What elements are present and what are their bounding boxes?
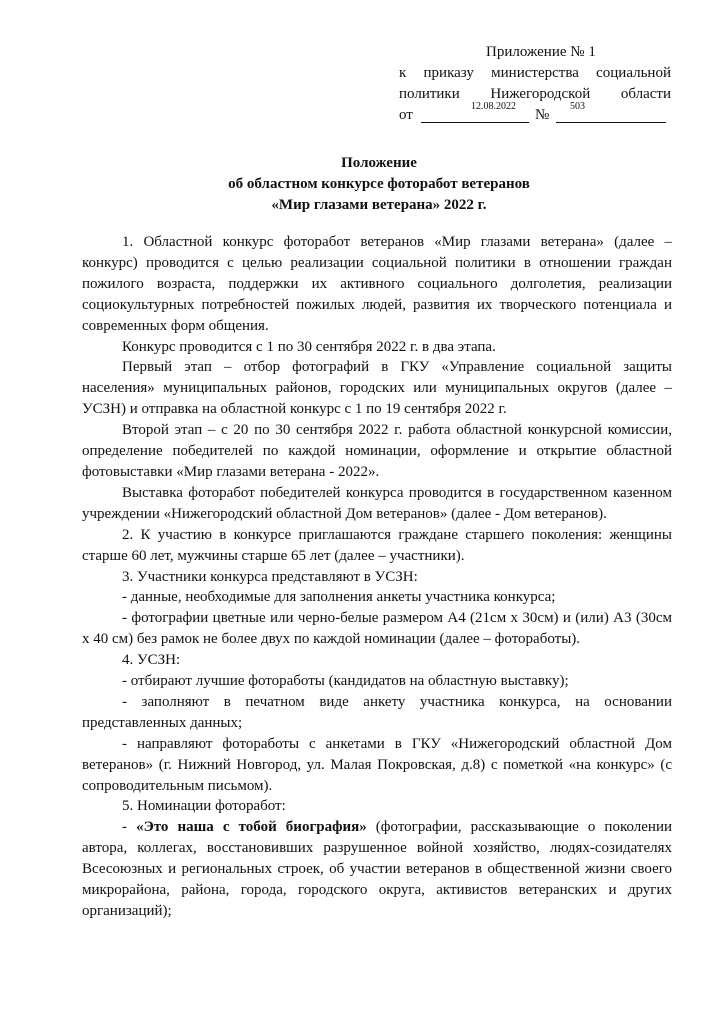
paragraph-13: - направляют фотоработы с анкетами в ГКУ «Нижегородский областной Дом ветеранов» (г. Нижний Новгород, ул. Малая Покровская, д.8) с пометкой «на конкурс» (с сопроводительным письмом). — [82, 735, 672, 794]
document-heading — [82, 153, 676, 216]
heading-line-1: Положение — [341, 155, 417, 171]
appendix-title: Приложение № 1 — [486, 44, 596, 60]
nomination-description: (фотографии, рассказывающие о поколении автора, коллегах, восстановивших разрушенное войной хозяйство, людях-созидателях Всесоюзных и региональных строек, об участии ветеранов в общественной жизни своего микрорайона, района, города, городского округа, активистов ветеранских и других организаций); — [82, 819, 673, 919]
paragraph-3: Первый этап – отбор фотографий в ГКУ «Управление социальной защиты населения» муниципальных районов, городских или муниципальных округов (далее – УСЗН) и отправка на областной конкурс с 1 по 19 сентября 2022 г. — [82, 359, 672, 418]
paragraph-9: - фотографии цветные или черно-белые размером А4 (21см х 30см) и (или) А3 (30см х 40 см) без рамок не более двух по каждой номинации (далее – фотоработы). — [82, 610, 672, 648]
paragraph-12: - заполняют в печатном виде анкету участника конкурса, на основании представленных данных; — [82, 693, 672, 731]
paragraph-1: 1. Областной конкурс фоторабот ветеранов «Мир глазами ветерана» (далее – конкурс) проводится с целью реализации социальной политики в отношении граждан пожилого возраста, поддержки их активного социального долголетия, реализации социокультурных потребностей пожилых людей, развития их творческого потенциала и современных форм общения. — [82, 234, 672, 334]
appendix-order-line: к приказу министерства социальной — [399, 65, 671, 81]
appendix-date-row — [399, 101, 671, 126]
paragraph-15 — [82, 817, 672, 922]
paragraph-4: Второй этап – с 20 по 30 сентября 2022 г. работа областной конкурсной комиссии, определение победителей по каждой номинации, оформление и открытие областной фотовыставки «Мир глазами ветерана - 2022». — [82, 422, 672, 480]
paragraph-7: 3. Участники конкурса представляют в УСЗН: — [122, 568, 418, 585]
order-number: 503 — [570, 101, 585, 112]
paragraph-11: - отбирают лучшие фотоработы (кандидатов на областную выставку); — [122, 673, 569, 690]
paragraph-10: 4. УСЗН: — [122, 652, 181, 669]
paragraph-5: Выставка фоторабот победителей конкурса проводится в государственном казенном учреждении «Нижегородский областной Дом ветеранов» (далее - Дом ветеранов). — [82, 484, 672, 522]
order-date: 12.08.2022 — [471, 101, 516, 112]
heading-line-3: «Мир глазами ветерана» 2022 г. — [271, 197, 487, 213]
number-label: № — [535, 107, 550, 123]
nomination-title: «Это наша с тобой биография» — [136, 819, 367, 836]
from-label: от — [399, 107, 413, 123]
paragraph-2: Конкурс проводится с 1 по 30 сентября 2022 г. в два этапа. — [122, 338, 496, 355]
heading-line-2: об областном конкурсе фоторабот ветеранов — [228, 176, 530, 192]
document-body — [82, 232, 672, 922]
date-underline — [421, 122, 529, 123]
nomination-dash: - — [122, 819, 137, 836]
paragraph-6: 2. К участию в конкурсе приглашаются граждане старшего поколения: женщины старше 60 лет, мужчины старше 65 лет (далее – участники). — [82, 526, 672, 564]
number-underline — [556, 122, 666, 123]
appendix-block — [399, 42, 671, 126]
appendix-ministry-line: политики Нижегородской области — [399, 86, 671, 102]
paragraph-8: - данные, необходимые для заполнения анкеты участника конкурса; — [122, 589, 556, 606]
paragraph-14: 5. Номинации фоторабот: — [122, 798, 286, 815]
